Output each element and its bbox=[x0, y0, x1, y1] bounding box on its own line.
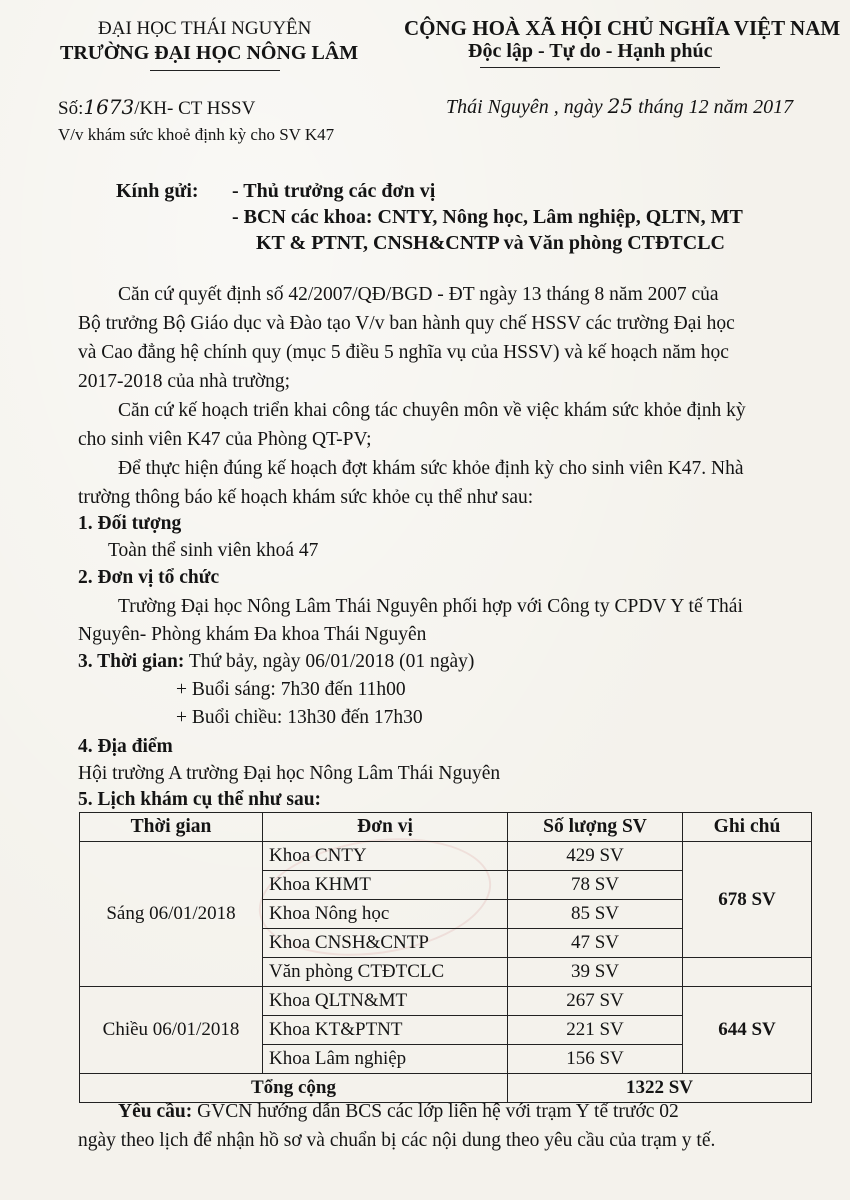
para1-line3: và Cao đẳng hệ chính quy (mục 5 điều 5 nghĩa vụ của HSSV) và kế hoạch năm học bbox=[78, 342, 729, 363]
recipient-line-2: - BCN các khoa: CNTY, Nông học, Lâm nghiệp, QLTN, MT bbox=[232, 206, 743, 228]
document-number bbox=[58, 95, 255, 120]
morning-time: Sáng 06/01/2018 bbox=[80, 842, 263, 987]
place-date-prefix: Thái Nguyên , ngày bbox=[446, 96, 608, 118]
section-3-morning: + Buổi sáng: 7h30 đến 11h00 bbox=[176, 679, 406, 700]
national-title: CỘNG HOÀ XÃ HỘI CHỦ NGHĨA VIỆT NAM bbox=[404, 16, 841, 40]
count-cell: 85 SV bbox=[508, 900, 683, 929]
total-value: 1322 SV bbox=[508, 1074, 812, 1103]
section-2-text-line2: Nguyên- Phòng khám Đa khoa Thái Nguyên bbox=[78, 624, 427, 645]
para1-line1: Căn cứ quyết định số 42/2007/QĐ/BGD - ĐT ngày 13 tháng 8 năm 2007 của bbox=[118, 284, 719, 305]
para2-line1: Căn cứ kế hoạch triển khai công tác chuyên môn về việc khám sức khỏe định kỳ bbox=[118, 400, 746, 421]
unit-cell: Khoa Nông học bbox=[263, 900, 508, 929]
unit-cell: Khoa KHMT bbox=[263, 871, 508, 900]
header-count: Số lượng SV bbox=[508, 813, 683, 842]
section-1-title: 1. Đối tượng bbox=[78, 513, 182, 534]
afternoon-note: 644 SV bbox=[683, 987, 812, 1074]
section-3-text: Thứ bảy, ngày 06/01/2018 (01 ngày) bbox=[184, 651, 475, 672]
unit-cell: Khoa KT&PTNT bbox=[263, 1016, 508, 1045]
section-4-text: Hội trường A trường Đại học Nông Lâm Thái Nguyên bbox=[78, 763, 501, 784]
section-3-line bbox=[78, 651, 474, 673]
count-cell: 47 SV bbox=[508, 929, 683, 958]
count-cell: 156 SV bbox=[508, 1045, 683, 1074]
count-cell: 267 SV bbox=[508, 987, 683, 1016]
recipient-line-3: KT & PTNT, CNSH&CNTP và Văn phòng CTĐTCLC bbox=[256, 232, 725, 254]
para1-line2: Bộ trưởng Bộ Giáo dục và Đào tạo V/v ban hành quy chế HSSV các trường Đại học bbox=[78, 313, 735, 334]
unit-cell: Khoa CNSH&CNTP bbox=[263, 929, 508, 958]
day-handwritten: 25 bbox=[607, 94, 634, 118]
para3-line2: trường thông báo kế hoạch khám sức khỏe cụ thể như sau: bbox=[78, 487, 534, 508]
section-5-title: 5. Lịch khám cụ thể như sau: bbox=[78, 789, 322, 810]
table-row bbox=[80, 987, 812, 1016]
document-subject: V/v khám sức khoẻ định kỳ cho SV K47 bbox=[58, 125, 335, 144]
requirement-line1 bbox=[118, 1101, 679, 1123]
unit-cell: Khoa QLTN&MT bbox=[263, 987, 508, 1016]
para1-line4: 2017-2018 của nhà trường; bbox=[78, 371, 291, 392]
place-and-date bbox=[446, 94, 793, 119]
para3-line1: Để thực hiện đúng kế hoạch đợt khám sức khỏe định kỳ cho sinh viên K47. Nhà bbox=[118, 458, 744, 479]
document-number-handwritten: 1673 bbox=[83, 95, 135, 119]
total-label: Tổng cộng bbox=[80, 1074, 508, 1103]
requirement-text: GVCN hướng dẫn BCS các lớp liên hệ với trạm Y tế trước 02 bbox=[192, 1101, 679, 1122]
parent-organization: ĐẠI HỌC THÁI NGUYÊN bbox=[98, 18, 312, 39]
recipients-label: Kính gửi: bbox=[116, 180, 199, 202]
section-3-title: 3. Thời gian: bbox=[78, 651, 185, 672]
count-cell: 429 SV bbox=[508, 842, 683, 871]
para2-line2: cho sinh viên K47 của Phòng QT-PV; bbox=[78, 429, 372, 450]
header-note: Ghi chú bbox=[683, 813, 812, 842]
requirement-label: Yêu cầu: bbox=[118, 1101, 193, 1122]
count-cell: 39 SV bbox=[508, 958, 683, 987]
section-3-afternoon: + Buổi chiều: 13h30 đến 17h30 bbox=[176, 707, 423, 728]
table-row bbox=[80, 842, 812, 871]
schedule-table bbox=[79, 812, 812, 1103]
morning-note: 678 SV bbox=[683, 842, 812, 958]
unit-cell: Văn phòng CTĐTCLC bbox=[263, 958, 508, 987]
document-number-prefix: Số: bbox=[58, 98, 84, 119]
header-time: Thời gian bbox=[80, 813, 263, 842]
afternoon-time: Chiều 06/01/2018 bbox=[80, 987, 263, 1074]
header-unit: Đơn vị bbox=[263, 813, 508, 842]
recipient-line-1: - Thủ trưởng các đơn vị bbox=[232, 180, 436, 202]
section-2-text-line1: Trường Đại học Nông Lâm Thái Nguyên phối hợp với Công ty CPDV Y tế Thái bbox=[118, 596, 743, 617]
organization-underline bbox=[150, 70, 280, 71]
requirement-line2: ngày theo lịch để nhận hồ sơ và chuẩn bị các nội dung theo yêu cầu của trạm y tế. bbox=[78, 1130, 716, 1151]
section-1-text: Toàn thể sinh viên khoá 47 bbox=[108, 540, 319, 561]
count-cell: 78 SV bbox=[508, 871, 683, 900]
table-total-row bbox=[80, 1074, 812, 1103]
section-4-title: 4. Địa điểm bbox=[78, 736, 173, 757]
document-number-suffix: /KH- CT HSSV bbox=[134, 98, 256, 119]
empty-note-cell bbox=[683, 958, 812, 987]
organization-name: TRƯỜNG ĐẠI HỌC NÔNG LÂM bbox=[60, 42, 359, 64]
table-header-row bbox=[80, 813, 812, 842]
section-2-title: 2. Đơn vị tổ chức bbox=[78, 567, 220, 588]
unit-cell: Khoa Lâm nghiệp bbox=[263, 1045, 508, 1074]
unit-cell: Khoa CNTY bbox=[263, 842, 508, 871]
count-cell: 221 SV bbox=[508, 1016, 683, 1045]
place-date-suffix: tháng 12 năm 2017 bbox=[633, 96, 794, 118]
motto-underline bbox=[480, 67, 720, 68]
national-motto: Độc lập - Tự do - Hạnh phúc bbox=[468, 40, 713, 62]
